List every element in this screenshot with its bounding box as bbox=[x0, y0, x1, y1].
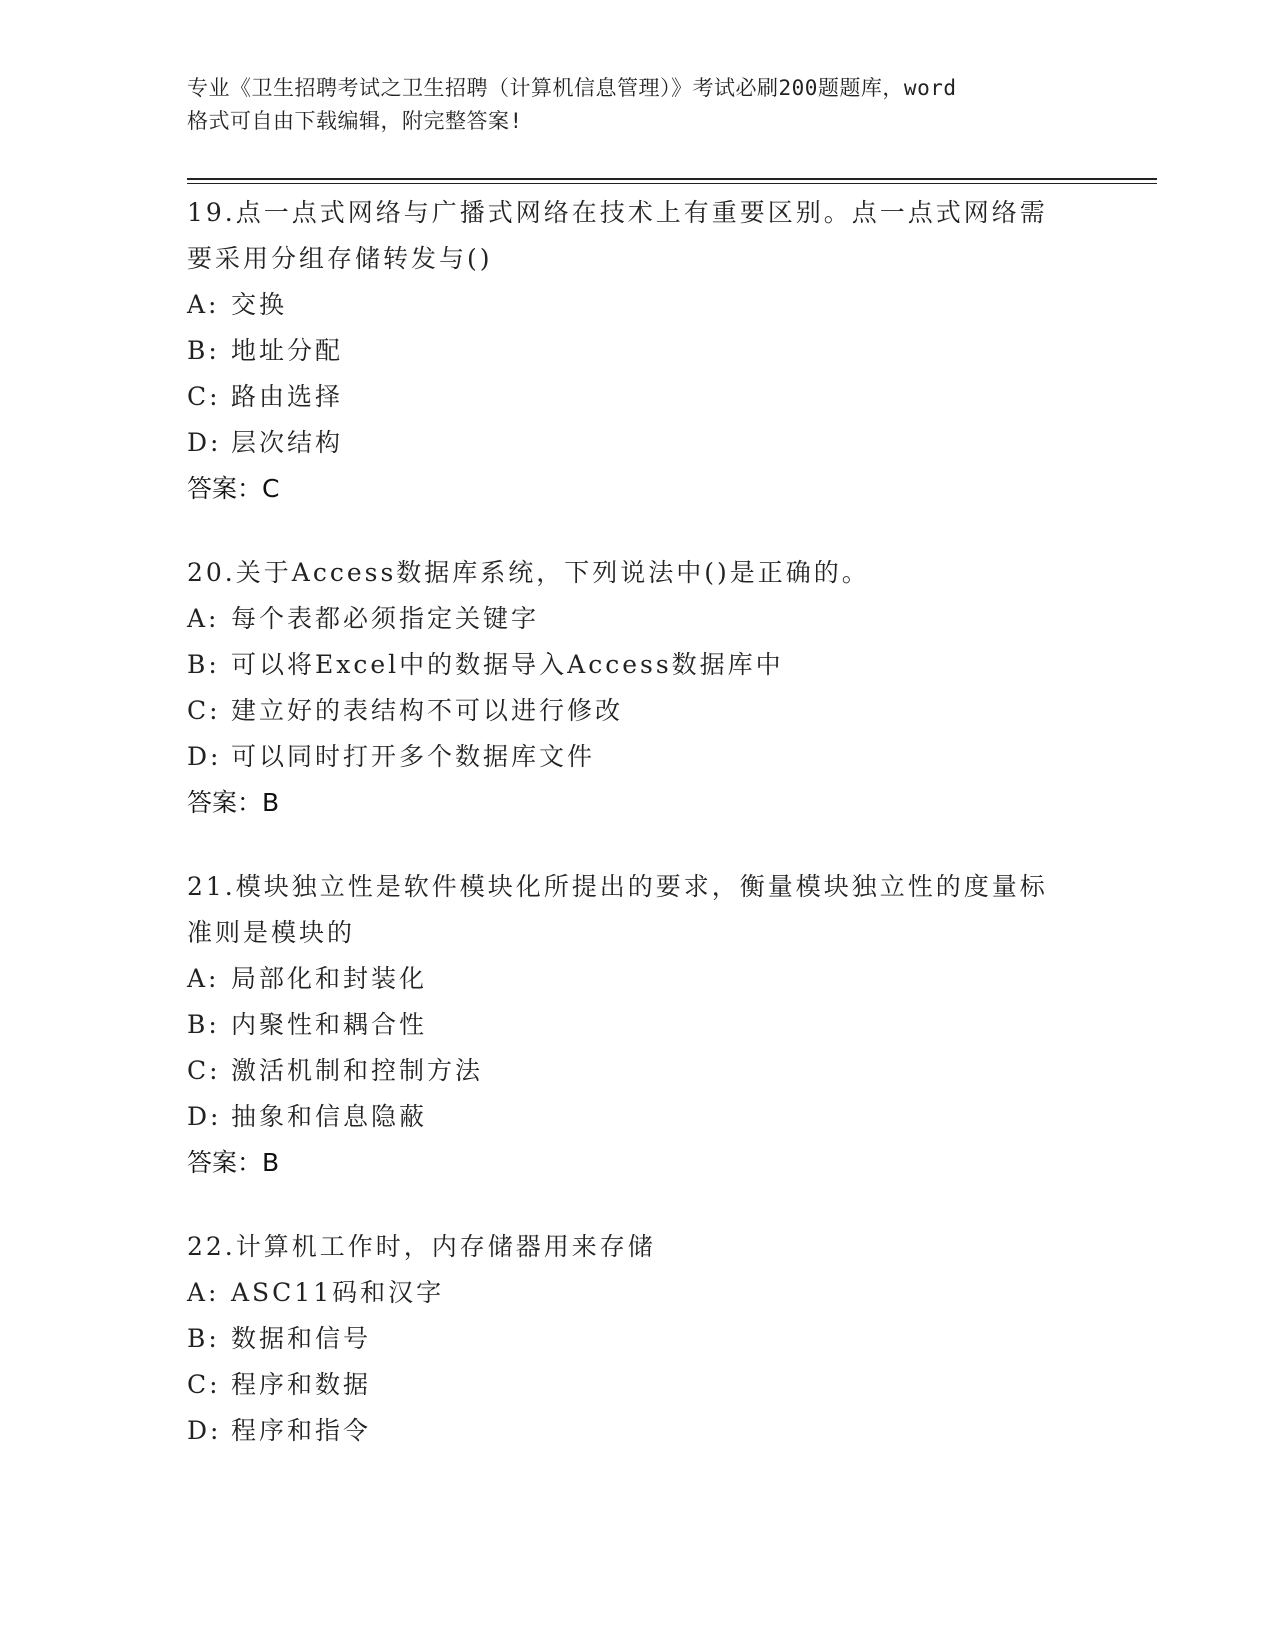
option-letter: A: bbox=[187, 1278, 220, 1307]
option-text: 内聚性和耦合性 bbox=[231, 1010, 428, 1039]
option-letter: D: bbox=[187, 428, 222, 457]
option-text: 程序和数据 bbox=[231, 1370, 372, 1399]
option-c bbox=[187, 1362, 1087, 1408]
option-c bbox=[187, 688, 1087, 734]
option-b bbox=[187, 1002, 1087, 1048]
question-stem bbox=[187, 550, 1067, 596]
header-line-1: 专业《卫生招聘考试之卫生招聘（计算机信息管理）》考试必刷200题题库，word bbox=[187, 76, 957, 100]
option-a bbox=[187, 282, 1087, 328]
question-stem-line: 19.点一点式网络与广播式网络在技术上有重要区别。点一点式网络需 bbox=[187, 198, 1048, 227]
option-letter: D: bbox=[187, 1102, 222, 1131]
option-letter: B: bbox=[187, 1010, 220, 1039]
question-stem-line: 要采用分组存储转发与() bbox=[187, 244, 493, 273]
option-d bbox=[187, 1094, 1087, 1140]
option-letter: B: bbox=[187, 650, 220, 679]
option-text: 数据和信号 bbox=[231, 1324, 372, 1353]
option-text: 每个表都必须指定关键字 bbox=[231, 604, 540, 633]
option-letter: D: bbox=[187, 742, 222, 771]
option-text: 建立好的表结构不可以进行修改 bbox=[231, 696, 624, 725]
header-line-2: 格式可自由下载编辑，附完整答案! bbox=[187, 109, 523, 133]
option-text: 程序和指令 bbox=[231, 1416, 372, 1445]
option-text: ASC11码和汉字 bbox=[231, 1278, 445, 1307]
option-a bbox=[187, 1270, 1087, 1316]
option-text: 地址分配 bbox=[231, 336, 344, 365]
question-stem-line: 21.模块独立性是软件模块化所提出的要求，衡量模块独立性的度量标 bbox=[187, 872, 1048, 901]
question-stem bbox=[187, 864, 1067, 956]
question-22 bbox=[187, 1224, 1087, 1454]
option-letter: C: bbox=[187, 696, 221, 725]
option-b bbox=[187, 1316, 1087, 1362]
option-letter: B: bbox=[187, 1324, 220, 1353]
question-stem bbox=[187, 1224, 1067, 1270]
option-letter: C: bbox=[187, 1370, 221, 1399]
option-d bbox=[187, 420, 1087, 466]
answer-line: 答案：B bbox=[187, 788, 280, 817]
option-d bbox=[187, 734, 1087, 780]
option-text: 抽象和信息隐蔽 bbox=[231, 1102, 428, 1131]
option-text: 路由选择 bbox=[231, 382, 344, 411]
option-letter: C: bbox=[187, 1056, 221, 1085]
header-divider bbox=[187, 178, 1157, 184]
option-text: 交换 bbox=[231, 290, 288, 319]
option-text: 激活机制和控制方法 bbox=[231, 1056, 484, 1085]
option-letter: A: bbox=[187, 290, 220, 319]
document-page bbox=[187, 72, 1087, 1445]
question-stem bbox=[187, 190, 1067, 282]
option-letter: D: bbox=[187, 1416, 222, 1445]
question-stem-line: 22.计算机工作时，内存储器用来存储 bbox=[187, 1232, 656, 1261]
option-c bbox=[187, 1048, 1087, 1094]
question-list bbox=[187, 190, 1087, 1492]
question-20 bbox=[187, 550, 1087, 826]
option-text: 可以同时打开多个数据库文件 bbox=[231, 742, 596, 771]
option-a bbox=[187, 956, 1087, 1002]
option-d bbox=[187, 1408, 1087, 1454]
option-text: 层次结构 bbox=[231, 428, 344, 457]
option-text: 可以将Excel中的数据导入Access数据库中 bbox=[231, 650, 784, 679]
option-letter: A: bbox=[187, 604, 220, 633]
option-b bbox=[187, 328, 1087, 374]
option-a bbox=[187, 596, 1087, 642]
question-21 bbox=[187, 864, 1087, 1186]
question-stem-line: 20.关于Access数据库系统，下列说法中()是正确的。 bbox=[187, 558, 870, 587]
option-letter: C: bbox=[187, 382, 221, 411]
option-letter: A: bbox=[187, 964, 220, 993]
question-19 bbox=[187, 190, 1087, 512]
answer-line: 答案：B bbox=[187, 1148, 280, 1177]
option-text: 局部化和封装化 bbox=[231, 964, 428, 993]
option-b bbox=[187, 642, 1087, 688]
document-header bbox=[187, 72, 1087, 138]
answer-line: 答案：C bbox=[187, 474, 280, 503]
option-letter: B: bbox=[187, 336, 220, 365]
question-stem-line: 准则是模块的 bbox=[187, 918, 356, 947]
option-c bbox=[187, 374, 1087, 420]
